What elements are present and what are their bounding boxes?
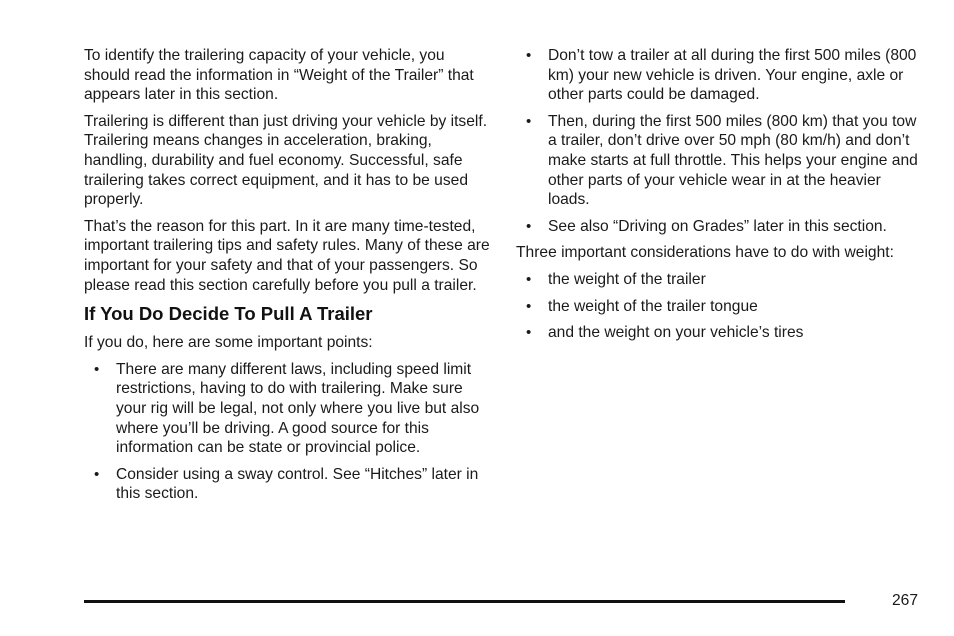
list-item [516, 297, 922, 317]
bullet-icon: • [526, 270, 532, 288]
bullet-icon: • [526, 297, 532, 315]
page-number: 267 [891, 592, 918, 609]
section-heading: If You Do Decide To Pull A Trailer [84, 303, 373, 325]
list-item-text: the weight of the trailer [548, 270, 706, 288]
list-item-text: Don’t tow a trailer at all during the first 500 miles (800 km) your new vehicle is driven. Your engine, axle or other parts could be damaged. [548, 47, 917, 104]
bullet-list-right-bottom [516, 270, 922, 343]
list-item [84, 465, 494, 504]
list-item-text: There are many different laws, including speed limit restrictions, having to do with trailering. Make sure your rig will be legal, not only where you live but also where you’ll be driving. A good source for this information can be state or provincial police. [116, 360, 480, 457]
list-item-text: Then, during the first 500 miles (800 km) that you tow a trailer, don’t drive over 50 mph (80 km/h) and don’t make starts at full throttle. This helps your engine and other parts of your vehicle wear in at the heavier loads. [548, 112, 918, 209]
list-item-text: Consider using a sway control. See “Hitches” later in this section. [116, 465, 479, 503]
list-item-text: See also “Driving on Grades” later in this section. [548, 217, 887, 235]
list-item-text: and the weight on your vehicle’s tires [548, 324, 804, 342]
paragraph-intro: If you do, here are some important points: [84, 334, 373, 352]
list-item [516, 270, 922, 290]
list-item [516, 112, 922, 210]
paragraph-considerations: Three important considerations have to do with weight: [516, 244, 894, 262]
bullet-list-right-top [516, 46, 922, 236]
bullet-icon: • [526, 324, 532, 342]
list-item [84, 360, 494, 458]
list-item [516, 323, 922, 343]
right-column [516, 46, 922, 350]
footer-rule [84, 600, 845, 603]
bullet-icon: • [526, 112, 532, 130]
left-column [84, 46, 494, 511]
bullet-icon: • [526, 47, 532, 64]
list-item [516, 46, 922, 105]
bullet-list-left [84, 360, 494, 504]
paragraph-reason: That’s the reason for this part. In it are many time-tested, important trailering tips and safety rules. Many of these are important for your safety and that of your passengers. So please read this section carefully before you pull a trailer. [84, 217, 490, 294]
paragraph-trailering-different: Trailering is different than just driving your vehicle by itself. Trailering means changes in acceleration, braking, handling, durability and fuel economy. Successful, safe trailering takes correct equipment, and it has to be used properly. [84, 112, 488, 209]
paragraph-trailering-capacity: To identify the trailering capacity of your vehicle, you should read the information in “Weight of the Trailer” that appears later in this section. [84, 47, 474, 104]
list-item [516, 217, 922, 237]
bullet-icon: • [94, 360, 100, 378]
bullet-icon: • [526, 217, 532, 235]
list-item-text: the weight of the trailer tongue [548, 297, 758, 315]
bullet-icon: • [94, 465, 100, 483]
